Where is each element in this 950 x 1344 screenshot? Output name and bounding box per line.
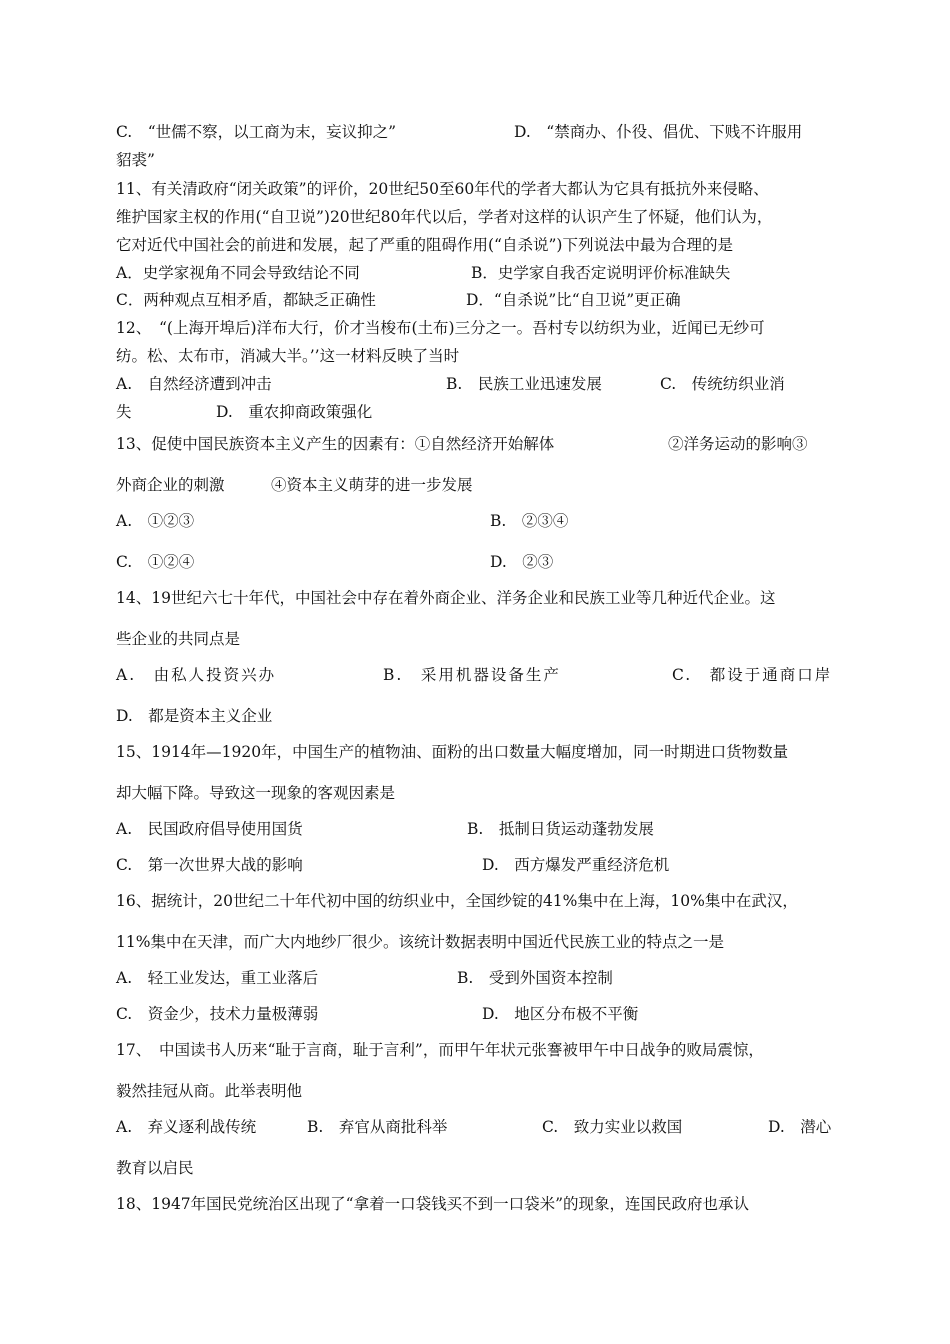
q16-option-d: D. 地区分布极不平衡 bbox=[482, 1005, 639, 1023]
q14-option-d: D. 都是资本主义企业 bbox=[116, 707, 273, 725]
q17-stem-line2: 毅然挂冠从商。此举表明他 bbox=[116, 1082, 303, 1100]
q17-option-d: D. 潜心 bbox=[768, 1118, 832, 1136]
q15-stem-line2: 却大幅下降。导致这一现象的客观因素是 bbox=[116, 784, 396, 802]
q17-stem-line1: 17、 中国读书人历来“耻于言商，耻于言利”，而甲午年状元张謇被甲午中日战争的败局震惊， bbox=[116, 1041, 764, 1059]
q13-option-a: A. ①②③ bbox=[116, 512, 195, 530]
q11-stem-line1: 11、有关清政府“闭关政策”的评价，20世纪50至60年代的学者大都认为它具有抵抗外来侵略、 bbox=[116, 180, 769, 198]
q17-option-a: A. 弃义逐利战传统 bbox=[116, 1118, 257, 1136]
q11-option-c: C．两种观点互相矛盾，都缺乏正确性 bbox=[116, 291, 376, 309]
q11-option-b: B．史学家自我否定说明评价标准缺失 bbox=[471, 264, 731, 282]
q10-option-d: D. “禁商办、仆役、倡优、下贱不许服用 bbox=[514, 123, 803, 141]
q14-option-b: B. 采用机器设备生产 bbox=[383, 666, 561, 684]
q15-option-b: B. 抵制日货运动蓬勃发展 bbox=[467, 820, 654, 838]
q17-option-b: B. 弃官从商批科举 bbox=[307, 1118, 448, 1136]
q14-stem-line1: 14、19世纪六七十年代，中国社会中存在着外商企业、洋务企业和民族工业等几种近代企业。这 bbox=[116, 589, 776, 607]
q10-option-d-cont: 貂裘” bbox=[116, 151, 155, 169]
q13-stem-line1-cont: ②洋务运动的影响③ bbox=[668, 435, 808, 453]
q17-option-c: C. 致力实业以救国 bbox=[542, 1118, 683, 1136]
q11-stem-line3: 它对近代中国社会的前进和发展，起了严重的阻碍作用(“自杀说”)下列说法中最为合理的是 bbox=[116, 236, 733, 254]
q12-option-c-cont: 失 bbox=[116, 403, 132, 421]
q13-stem-line1: 13、促使中国民族资本主义产生的因素有：①自然经济开始解体 bbox=[116, 435, 555, 453]
q17-option-d-cont: 教育以启民 bbox=[116, 1159, 194, 1177]
q11-option-a: A．史学家视角不同会导致结论不同 bbox=[116, 264, 360, 282]
q13-stem-line2: 外商企业的刺激 ④资本主义萌芽的进一步发展 bbox=[116, 476, 473, 494]
q13-option-c: C. ①②④ bbox=[116, 553, 195, 571]
q16-option-a: A. 轻工业发达，重工业落后 bbox=[116, 969, 319, 987]
q15-option-a: A. 民国政府倡导使用国货 bbox=[116, 820, 303, 838]
q18-stem-line1: 18、1947年国民党统治区出现了“拿着一口袋钱买不到一口袋米”的现象，连国民政府也承认 bbox=[116, 1195, 750, 1213]
q12-stem-line1: 12、 “(上海开埠后)洋布大行，价才当梭布(土布)三分之一。吾村专以纺织为业，近闻已无纱可 bbox=[116, 319, 765, 337]
q11-option-d: D．“自杀说”比“自卫说”更正确 bbox=[466, 291, 681, 309]
q14-stem-line2: 些企业的共同点是 bbox=[116, 630, 241, 648]
q16-option-c: C. 资金少，技术力量极薄弱 bbox=[116, 1005, 319, 1023]
q12-option-c: C. 传统纺织业消 bbox=[660, 375, 785, 393]
q12-option-d: D. 重农抑商政策强化 bbox=[216, 403, 373, 421]
q14-option-a: A. 由私人投资兴办 bbox=[116, 666, 277, 684]
q16-stem-line1: 16、据统计，20世纪二十年代初中国的纺织业中，全国纱锭的41%集中在上海，10%集中在武汉， bbox=[116, 892, 798, 910]
q13-option-d: D. ②③ bbox=[490, 553, 554, 571]
q13-option-b: B. ②③④ bbox=[490, 512, 569, 530]
q16-option-b: B. 受到外国资本控制 bbox=[457, 969, 613, 987]
q12-stem-line2: 纺。松、太布市，消减大半。’’这一材料反映了当时 bbox=[116, 347, 460, 365]
q14-option-c: C. 都设于通商口岸 bbox=[672, 666, 833, 684]
q10-option-c: C. “世儒不察，以工商为末，妄议抑之” bbox=[116, 123, 397, 141]
q15-stem-line1: 15、1914年—1920年，中国生产的植物油、面粉的出口数量大幅度增加，同一时期进口货物数量 bbox=[116, 743, 789, 761]
q15-option-d: D. 西方爆发严重经济危机 bbox=[482, 856, 670, 874]
q15-option-c: C. 第一次世界大战的影响 bbox=[116, 856, 303, 874]
q11-stem-line2: 维护国家主权的作用(“自卫说”)20世纪80年代以后，学者对这样的认识产生了怀疑，他们认为， bbox=[116, 208, 773, 226]
q16-stem-line2: 11%集中在天津，而广大内地纱厂很少。该统计数据表明中国近代民族工业的特点之一是 bbox=[116, 933, 724, 951]
q12-option-a: A. 自然经济遭到冲击 bbox=[116, 375, 272, 393]
q12-option-b: B. 民族工业迅速发展 bbox=[446, 375, 602, 393]
